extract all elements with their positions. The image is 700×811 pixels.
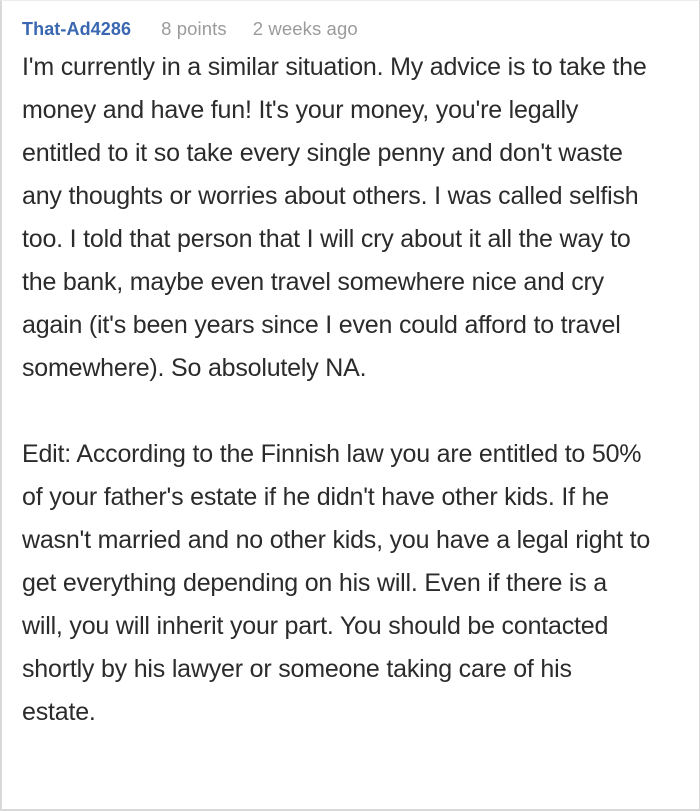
comment-header: [22, 18, 651, 40]
comment-points: 8 points: [161, 18, 227, 39]
comment-timestamp: 2 weeks ago: [252, 18, 358, 39]
comment-body: [22, 46, 651, 734]
comment-paragraph: I'm currently in a similar situation. My advice is to take the money and have fun! It's your money, you're legally entitled to it so take every single penny and don't waste any thoughts or worries about others. I was called selfish too. I told that person that I will cry about it all the way to the bank, maybe even travel somewhere nice and cry again (it's been years since I even could afford to travel somewhere). So absolutely NA.: [22, 53, 647, 382]
comment-paragraph-edit: Edit: According to the Finnish law you are entitled to 50% of your father's estate if he didn't have other kids. If he wasn't married and no other kids, you have a legal right to get everything depending on his will. Even if there is a will, you will inherit your part. You should be contacted shortly by his lawyer or someone taking care of his estate.: [22, 440, 651, 726]
username-link[interactable]: That-Ad4286: [22, 19, 132, 39]
